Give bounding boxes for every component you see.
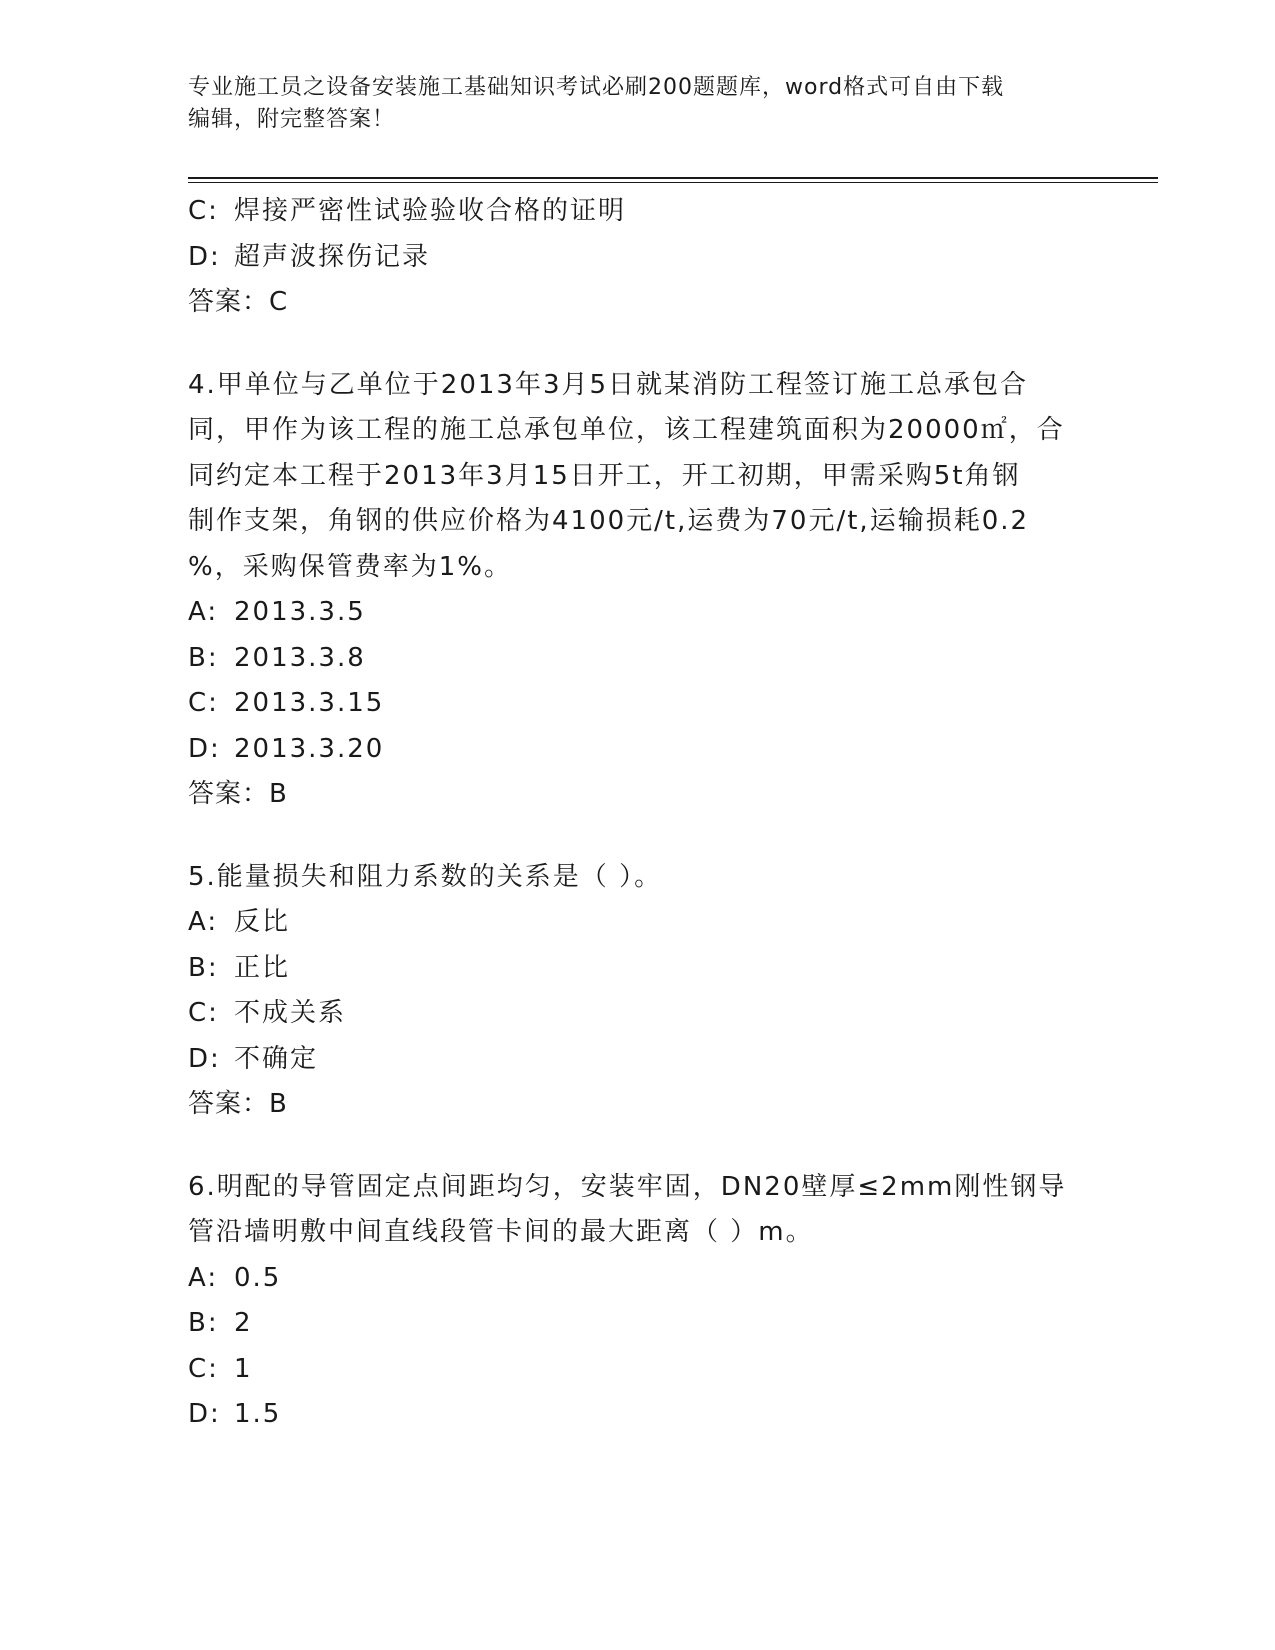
option-d: D: 1.5 [188,1399,282,1429]
question-stem-line: 5.能量损失和阻力系数的关系是（ ）。 [188,861,663,892]
option-d: D: 超声波探伤记录 [188,241,431,272]
document-page [188,0,1158,1650]
question-stem-line: 4.甲单位与乙单位于2013年3月5日就某消防工程签订施工总承包合 [188,369,1029,400]
document-header [188,72,1088,136]
header-title-line-2: 编辑，附完整答案！ [188,107,396,132]
question-4 [188,363,1088,818]
question-stem-line: 制作支架，角钢的供应价格为4100元/t,运费为70元/t,运输损耗0.2 [188,506,1030,536]
question-stem-line: 同，甲作为该工程的施工总承包单位，该工程建筑面积为20000㎡，合 [188,415,1065,445]
question-3 [188,189,1088,326]
option-c: C: 1 [188,1353,253,1384]
option-d: D: 2013.3.20 [188,733,385,764]
question-5 [188,855,1088,1128]
option-a: A: 2013.3.5 [188,597,366,627]
answer: 答案：B [188,1089,288,1119]
question-stem-line: %，采购保管费率为1%。 [188,551,512,582]
answer: 答案：B [188,779,288,809]
option-a: A: 0.5 [188,1262,282,1293]
question-stem-line: 6.明配的导管固定点间距均匀，安装牢固，DN20壁厚≤2mm刚性钢导 [188,1171,1067,1202]
header-title-line-1: 专业施工员之设备安装施工基础知识考试必刷200题题库，word格式可自由下载 [188,75,1005,100]
header-rule-thin [188,182,1158,183]
question-stem-line: 同约定本工程于2013年3月15日开工，开工初期，甲需采购5t角钢 [188,460,1021,491]
option-b: B: 正比 [188,952,291,983]
option-b: B: 2 [188,1308,253,1338]
answer: 答案：C [188,287,289,317]
option-d: D: 不确定 [188,1043,319,1074]
question-6 [188,1165,1088,1438]
option-c: C: 焊接严密性试验验收合格的证明 [188,196,627,226]
question-stem-line: 管沿墙明敷中间直线段管卡间的最大距离（ ）m。 [188,1217,814,1247]
option-b: B: 2013.3.8 [188,642,366,673]
option-a: A: 反比 [188,907,291,937]
header-rule-thick [188,177,1158,179]
option-c: C: 2013.3.15 [188,688,385,718]
question-list [188,189,1088,1438]
option-c: C: 不成关系 [188,998,347,1028]
